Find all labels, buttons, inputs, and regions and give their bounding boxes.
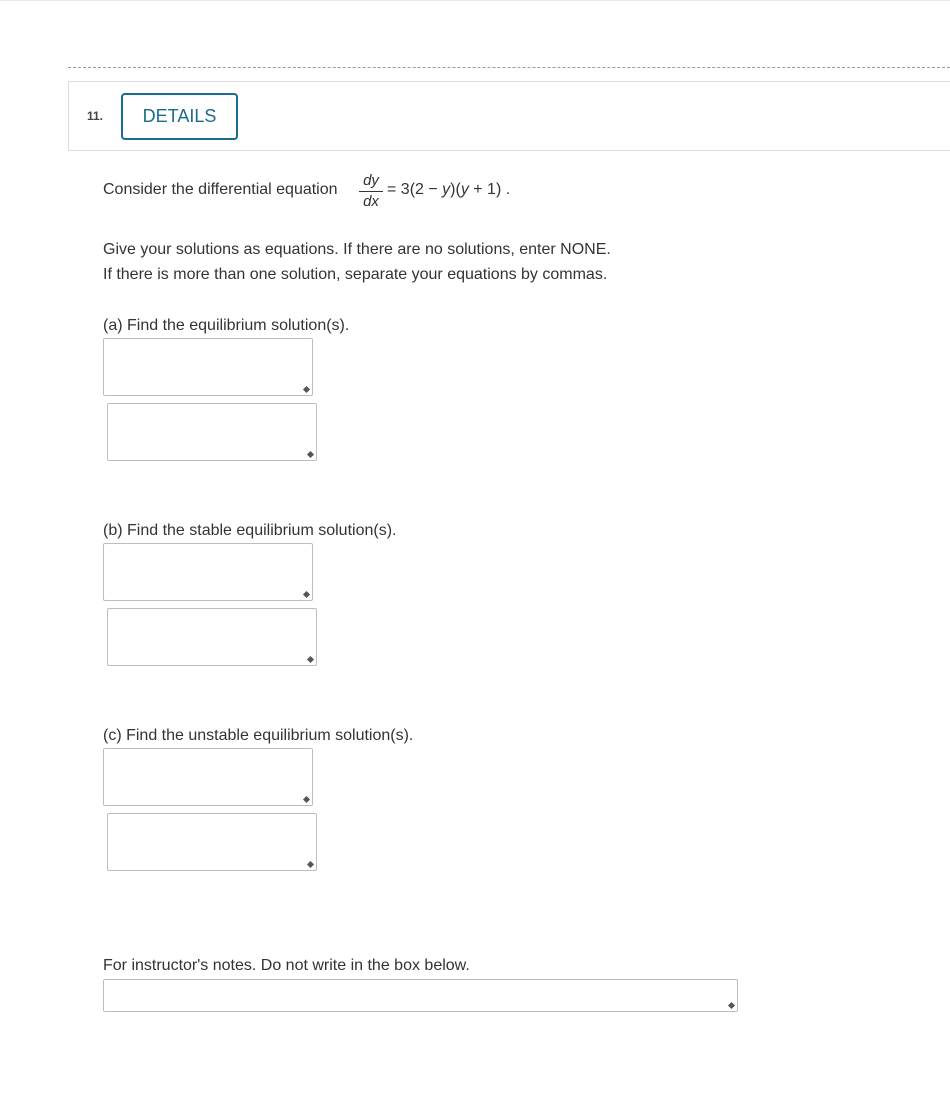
instructor-notes-field[interactable] [103, 979, 738, 1012]
rhs-prefix: = 3(2 − [387, 181, 443, 198]
instruction-line-1: Give your solutions as equations. If there are no solutions, enter NONE. [103, 241, 611, 258]
fraction-numerator: dy [363, 172, 379, 189]
equation-rhs [387, 181, 510, 199]
rhs-mid: )( [450, 181, 461, 198]
part-c-label: (c) Find the unstable equilibrium solution(s). [103, 727, 414, 744]
question-number: 11. [87, 109, 104, 123]
details-button[interactable]: DETAILS [121, 93, 238, 140]
part-a-answer-1[interactable] [103, 338, 313, 396]
part-b-answer-1[interactable] [103, 543, 313, 601]
part-c-answer-1[interactable] [103, 748, 313, 806]
part-a-answer-2[interactable] [107, 403, 317, 461]
instruction-line-2: If there is more than one solution, separate your equations by commas. [103, 266, 608, 283]
fraction-denominator: dx [363, 193, 379, 210]
part-c-answer-2[interactable] [107, 813, 317, 871]
rhs-suffix: + 1) . [468, 181, 511, 198]
notes-label: For instructor's notes. Do not write in the box below. [103, 957, 470, 974]
dashed-divider [68, 67, 950, 68]
rhs-var-y1: y [442, 181, 451, 198]
equation-intro: Consider the differential equation [103, 181, 338, 198]
part-b-answer-2[interactable] [107, 608, 317, 666]
part-b-label: (b) Find the stable equilibrium solution(s). [103, 522, 397, 539]
fraction-bar [359, 191, 383, 192]
derivative-fraction [359, 172, 383, 211]
top-divider [0, 0, 950, 1]
rhs-var-y2: y [460, 181, 469, 198]
part-a-label: (a) Find the equilibrium solution(s). [103, 317, 350, 334]
